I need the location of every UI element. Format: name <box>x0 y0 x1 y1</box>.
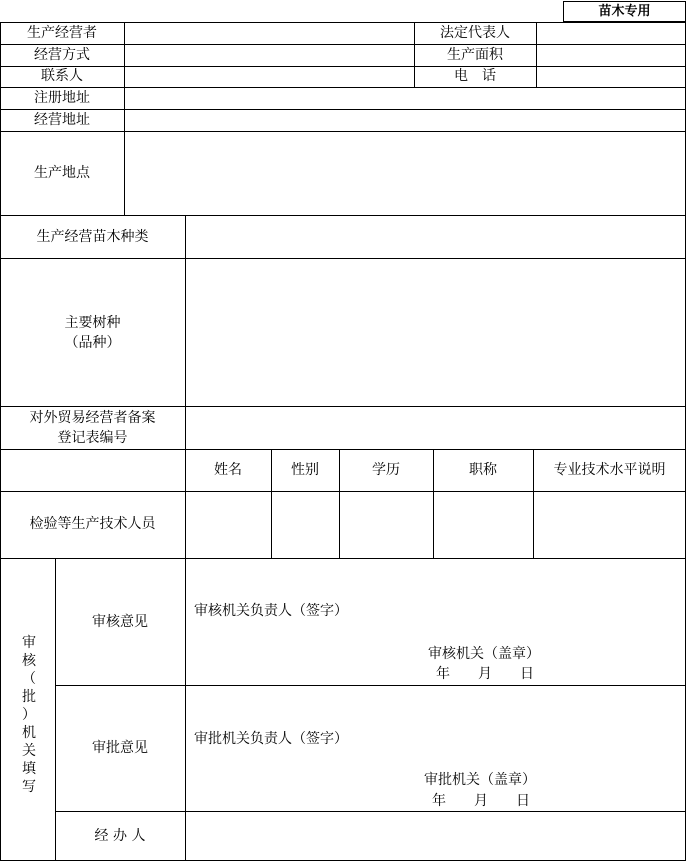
approve-date-label: 年 月 日 <box>432 793 530 809</box>
main-species-label: 主要树种 <box>64 315 121 331</box>
review-seal-label: 审核机关（盖章） <box>428 646 540 662</box>
area-label: 生产面积 <box>447 47 503 63</box>
handler-label: 经 办 人 <box>94 828 146 844</box>
col-education: 学历 <box>372 462 400 478</box>
site-label: 生产地点 <box>34 165 90 181</box>
approve-seal-label: 审批机关（盖章） <box>424 772 536 788</box>
review-date-label: 年 月 日 <box>436 666 534 682</box>
main-species-sub-label: （品种） <box>64 335 121 351</box>
approval-vertical-label: 审 核 （ 批 ） 机 关 填 写 <box>22 635 36 795</box>
review-opinion-label: 审核意见 <box>92 614 148 630</box>
seedling-types-label: 生产经营苗木种类 <box>36 229 149 245</box>
mode-label: 经营方式 <box>34 47 90 63</box>
staff-label: 检验等生产技术人员 <box>29 516 156 532</box>
reg-address-label: 注册地址 <box>34 90 90 106</box>
approve-sign-label: 审批机关负责人（签字） <box>194 731 348 747</box>
col-skill-desc: 专业技术水平说明 <box>553 462 666 478</box>
col-title: 职称 <box>469 462 497 478</box>
biz-address-label: 经营地址 <box>34 112 90 128</box>
phone-label: 电 话 <box>454 68 496 84</box>
col-gender: 性别 <box>291 462 319 478</box>
producer-label: 生产经营者 <box>27 25 97 41</box>
approve-opinion-label: 审批意见 <box>92 740 148 756</box>
trade-record-label: 对外贸易经营者备案 <box>29 410 156 426</box>
legal-rep-label: 法定代表人 <box>440 25 510 41</box>
seedling-only-tag: 苗木专用 <box>563 1 686 22</box>
trade-record-sub-label: 登记表编号 <box>57 430 128 446</box>
col-name: 姓名 <box>214 462 242 478</box>
contact-label: 联系人 <box>41 68 83 84</box>
review-sign-label: 审核机关负责人（签字） <box>194 603 348 619</box>
